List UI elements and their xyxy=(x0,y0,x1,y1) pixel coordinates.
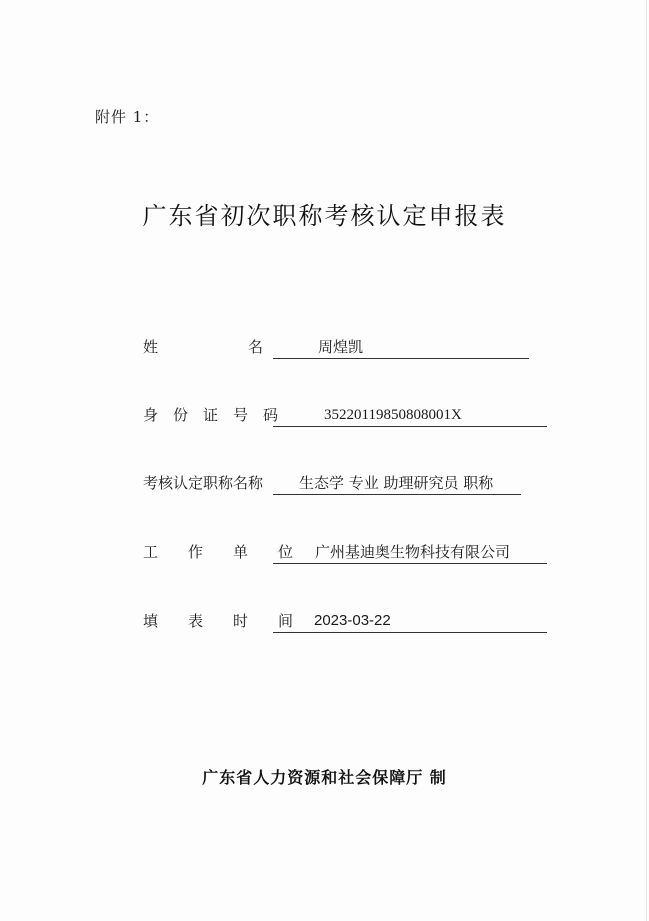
field-id-number-label: 身 份 证 号 码 xyxy=(143,406,279,424)
field-fill-date-value: 2023-03-22 xyxy=(314,612,391,629)
field-title-name-value: 生态学 专业 助理研究员 职称 xyxy=(299,474,494,492)
field-fill-date-label: 填 表 时 间 xyxy=(143,612,294,630)
field-work-unit-label: 工 作 单 位 xyxy=(143,543,294,561)
field-work-unit-value: 广州基迪奥生物科技有限公司 xyxy=(315,543,511,561)
form-title: 广东省初次职称考核认定申报表 xyxy=(142,202,507,230)
field-title-name-label: 考核认定职称名称 xyxy=(143,474,264,492)
issuer-footer: 广东省人力资源和社会保障厅 制 xyxy=(202,768,447,787)
field-name-label: 姓 名 xyxy=(143,338,264,356)
attachment-label: 附件 1： xyxy=(95,108,160,126)
field-name-value: 周煌凯 xyxy=(318,338,364,356)
field-name-underline xyxy=(273,334,529,359)
field-id-number-value: 35220119850808001X xyxy=(324,407,462,423)
